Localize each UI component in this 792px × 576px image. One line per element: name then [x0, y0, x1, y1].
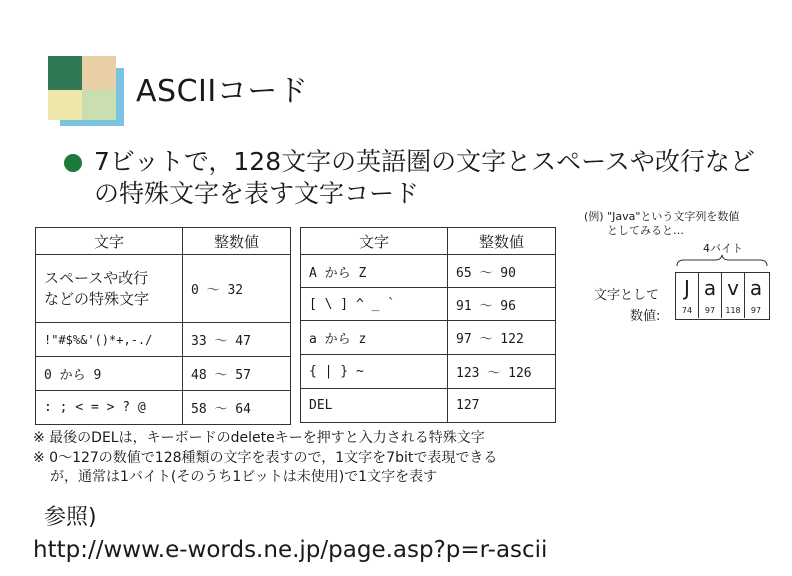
- table-cell-value: 48 ～ 57: [183, 357, 291, 391]
- row-label-values: 数値:: [630, 309, 661, 324]
- header-value: 整数値: [183, 228, 291, 255]
- table-cell-value: 97 ～ 122: [448, 321, 556, 355]
- char-line: スペースや改行: [44, 268, 149, 287]
- table-cell-value: 65 ～ 90: [448, 255, 556, 288]
- byte-char: v: [727, 276, 739, 300]
- table-cell-char: A から Z: [301, 255, 448, 288]
- ascii-table-right: [300, 227, 556, 423]
- row-label-chars: 文字として: [594, 288, 660, 303]
- example-caption-cont: としてみると…: [607, 224, 684, 237]
- table-cell-char: [36, 255, 183, 323]
- table-cell-char: : ; < = > ? @: [36, 391, 183, 425]
- logo-block-light-green: [82, 90, 116, 120]
- logo-block-yellow: [48, 90, 82, 120]
- char-line: などの特殊文字: [44, 289, 150, 308]
- table-cell-value: 91 ～ 96: [448, 288, 556, 321]
- table-cell-value: 33 ～ 47: [183, 323, 291, 357]
- table-cell-value: 0 ～ 32: [183, 255, 291, 323]
- table-cell-char: !"#$%&'()*+,-./: [36, 323, 183, 357]
- header-value: 整数値: [448, 228, 556, 255]
- ascii-table-left: [35, 227, 291, 425]
- logo: [44, 56, 124, 128]
- slide-title: ASCIIコード: [136, 74, 309, 109]
- table-cell-value: 123 ～ 126: [448, 355, 556, 389]
- example-caption: (例) "Java"という文字列を数値: [584, 210, 740, 223]
- bullet-icon: [64, 154, 82, 172]
- table-cell-char: a から z: [301, 321, 448, 355]
- note-bits-cont: が，通常は1バイト(そのうち1ビットは未使用)で1文字を表す: [50, 469, 438, 485]
- header-char: 文字: [36, 228, 183, 255]
- header-char: 文字: [301, 228, 448, 255]
- bullet-text: 7ビットで，128文字の英語圏の文字とスペースや改行などの特殊文字を表す文字コード: [94, 147, 755, 208]
- logo-block-green: [48, 56, 82, 90]
- byte-value: 97: [704, 306, 716, 315]
- note-del: ※ 最後のDELは，キーボードのdeleteキーを押すと入力される特殊文字: [33, 430, 485, 446]
- reference-url[interactable]: http://www.e-words.ne.jp/page.asp?p=r-ascii: [33, 537, 548, 563]
- byte-char: a: [749, 276, 763, 300]
- note-bits: ※ 0～127の数値で128種類の文字を表すので，1文字を7bitで表現できる: [33, 450, 498, 466]
- byte-char: a: [703, 276, 717, 300]
- table-cell-value: 127: [448, 389, 556, 423]
- byte-value: 118: [725, 306, 741, 315]
- table-cell-char: DEL: [301, 389, 448, 423]
- table-cell-char: { | } ~: [301, 355, 448, 389]
- bytes-label: 4バイト: [703, 242, 743, 255]
- table-cell-char: 0 から 9: [36, 357, 183, 391]
- byte-value: 97: [750, 306, 762, 315]
- table-cell-char: [ \ ] ^ _ `: [301, 288, 448, 321]
- reference-label: 参照): [44, 505, 97, 530]
- logo-block-peach: [82, 56, 116, 90]
- brace-icon: [676, 254, 768, 268]
- byte-char: J: [684, 276, 690, 300]
- byte-value: 74: [681, 306, 693, 315]
- table-cell-value: 58 ～ 64: [183, 391, 291, 425]
